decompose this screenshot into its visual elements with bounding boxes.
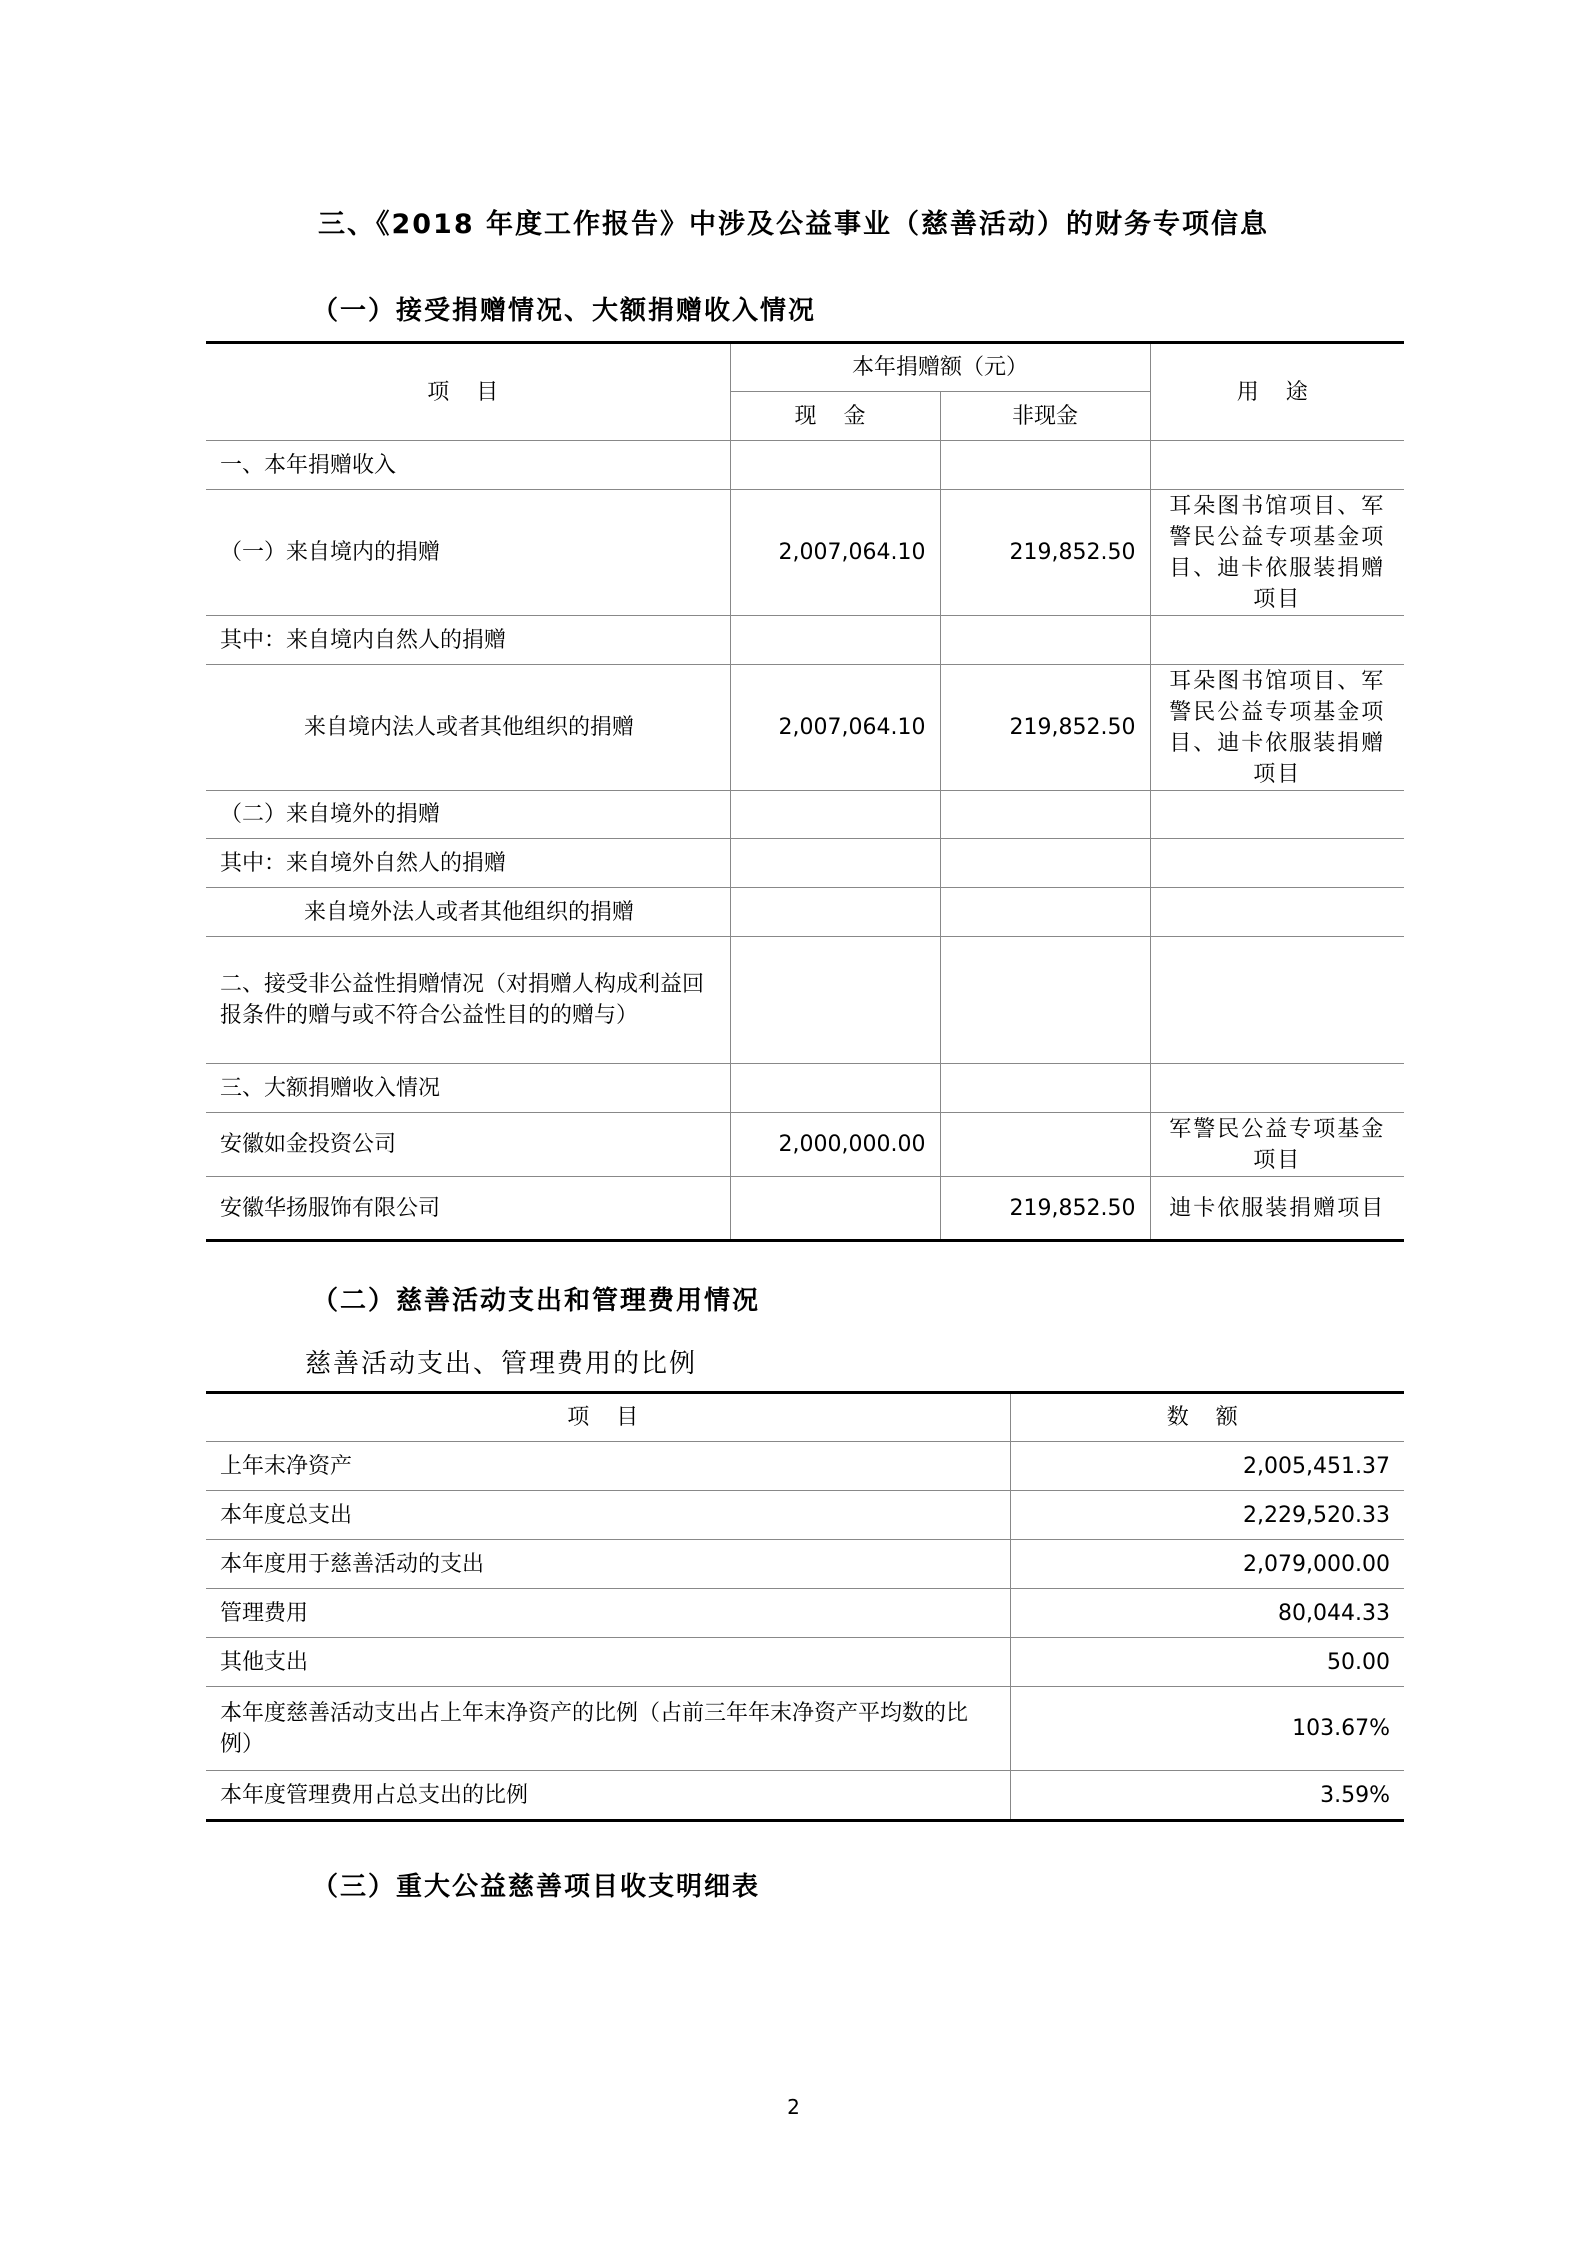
row-non-cash [940, 839, 1150, 888]
row-non-cash [940, 791, 1150, 839]
row-non-cash: 219,852.50 [940, 1177, 1150, 1241]
row-non-cash [940, 1113, 1150, 1177]
row-amount: 50.00 [1010, 1638, 1404, 1687]
donation-header-row [206, 343, 1404, 392]
row-non-cash [940, 888, 1150, 937]
header-item: 项 目 [206, 343, 730, 441]
row-item: 其中：来自境外自然人的捐赠 [206, 839, 730, 888]
table-row [206, 888, 1404, 937]
table-row [206, 1442, 1404, 1491]
row-non-cash [940, 1064, 1150, 1113]
row-item: （一）来自境内的捐赠 [206, 490, 730, 616]
row-purpose: 军警民公益专项基金项目 [1150, 1113, 1404, 1177]
row-amount: 2,005,451.37 [1010, 1442, 1404, 1491]
row-item: 三、大额捐赠收入情况 [206, 1064, 730, 1113]
table-row [206, 1113, 1404, 1177]
section2-subheading: 慈善活动支出、管理费用的比例 [305, 1349, 698, 1379]
row-cash [730, 1064, 940, 1113]
table-row [206, 490, 1404, 616]
row-non-cash [940, 937, 1150, 1064]
row-purpose [1150, 616, 1404, 665]
header-purpose: 用 途 [1150, 343, 1404, 441]
table-row [206, 937, 1404, 1064]
expense-header-row [206, 1393, 1404, 1442]
row-cash [730, 791, 940, 839]
row-non-cash [940, 616, 1150, 665]
row-cash [730, 441, 940, 490]
table-row [206, 1540, 1404, 1589]
row-cash [730, 888, 940, 937]
row-item: 安徽如金投资公司 [206, 1113, 730, 1177]
row-non-cash: 219,852.50 [940, 665, 1150, 791]
row-item: 来自境外法人或者其他组织的捐赠 [206, 888, 730, 937]
header-donation-amount: 本年捐赠额（元） [730, 343, 1150, 392]
row-purpose [1150, 791, 1404, 839]
table-row [206, 1064, 1404, 1113]
table-row [206, 665, 1404, 791]
row-item: 管理费用 [206, 1589, 1010, 1638]
table-row [206, 1771, 1404, 1821]
header-item: 项 目 [206, 1393, 1010, 1442]
row-amount: 103.67% [1010, 1687, 1404, 1771]
row-purpose [1150, 1064, 1404, 1113]
row-purpose [1150, 937, 1404, 1064]
row-non-cash [940, 441, 1150, 490]
row-cash: 2,000,000.00 [730, 1113, 940, 1177]
row-item: 本年度管理费用占总支出的比例 [206, 1771, 1010, 1821]
table-row [206, 1177, 1404, 1241]
table-row [206, 1638, 1404, 1687]
row-item: 上年末净资产 [206, 1442, 1010, 1491]
row-amount: 3.59% [1010, 1771, 1404, 1821]
header-cash: 现 金 [730, 392, 940, 441]
row-amount: 80,044.33 [1010, 1589, 1404, 1638]
row-item: 本年度慈善活动支出占上年末净资产的比例（占前三年年末净资产平均数的比例） [206, 1687, 1010, 1771]
row-non-cash: 219,852.50 [940, 490, 1150, 616]
table-row [206, 441, 1404, 490]
row-amount: 2,079,000.00 [1010, 1540, 1404, 1589]
header-non-cash: 非现金 [940, 392, 1150, 441]
table-row [206, 791, 1404, 839]
expense-table [206, 1391, 1404, 1822]
row-cash: 2,007,064.10 [730, 490, 940, 616]
row-cash [730, 839, 940, 888]
row-item: 本年度总支出 [206, 1491, 1010, 1540]
donation-table [206, 341, 1404, 1242]
row-purpose [1150, 888, 1404, 937]
row-amount: 2,229,520.33 [1010, 1491, 1404, 1540]
table-row [206, 1589, 1404, 1638]
row-item: 来自境内法人或者其他组织的捐赠 [206, 665, 730, 791]
row-purpose: 耳朵图书馆项目、军警民公益专项基金项目、迪卡依服装捐赠项目 [1150, 665, 1404, 791]
row-purpose [1150, 839, 1404, 888]
section3-heading: （三）重大公益慈善项目收支明细表 [312, 1872, 761, 1902]
row-item: （二）来自境外的捐赠 [206, 791, 730, 839]
section1-heading: （一）接受捐赠情况、大额捐赠收入情况 [312, 296, 817, 326]
row-cash [730, 1177, 940, 1241]
row-cash: 2,007,064.10 [730, 665, 940, 791]
row-item: 安徽华扬服饰有限公司 [206, 1177, 730, 1241]
table-row [206, 616, 1404, 665]
row-item: 其中：来自境内自然人的捐赠 [206, 616, 730, 665]
table-row [206, 1491, 1404, 1540]
page-number: 2 [787, 2095, 800, 2119]
row-item: 一、本年捐赠收入 [206, 441, 730, 490]
row-cash [730, 616, 940, 665]
header-amount: 数 额 [1010, 1393, 1404, 1442]
table-row [206, 1687, 1404, 1771]
row-cash [730, 937, 940, 1064]
row-item: 其他支出 [206, 1638, 1010, 1687]
row-purpose: 迪卡依服装捐赠项目 [1150, 1177, 1404, 1241]
row-purpose: 耳朵图书馆项目、军警民公益专项基金项目、迪卡依服装捐赠项目 [1150, 490, 1404, 616]
row-purpose [1150, 441, 1404, 490]
table-row [206, 839, 1404, 888]
row-item: 二、接受非公益性捐赠情况（对捐赠人构成利益回报条件的赠与或不符合公益性目的的赠与） [206, 937, 730, 1064]
section2-heading: （二）慈善活动支出和管理费用情况 [312, 1286, 761, 1316]
row-item: 本年度用于慈善活动的支出 [206, 1540, 1010, 1589]
page-title: 三、《2018 年度工作报告》中涉及公益事业（慈善活动）的财务专项信息 [317, 209, 1270, 240]
